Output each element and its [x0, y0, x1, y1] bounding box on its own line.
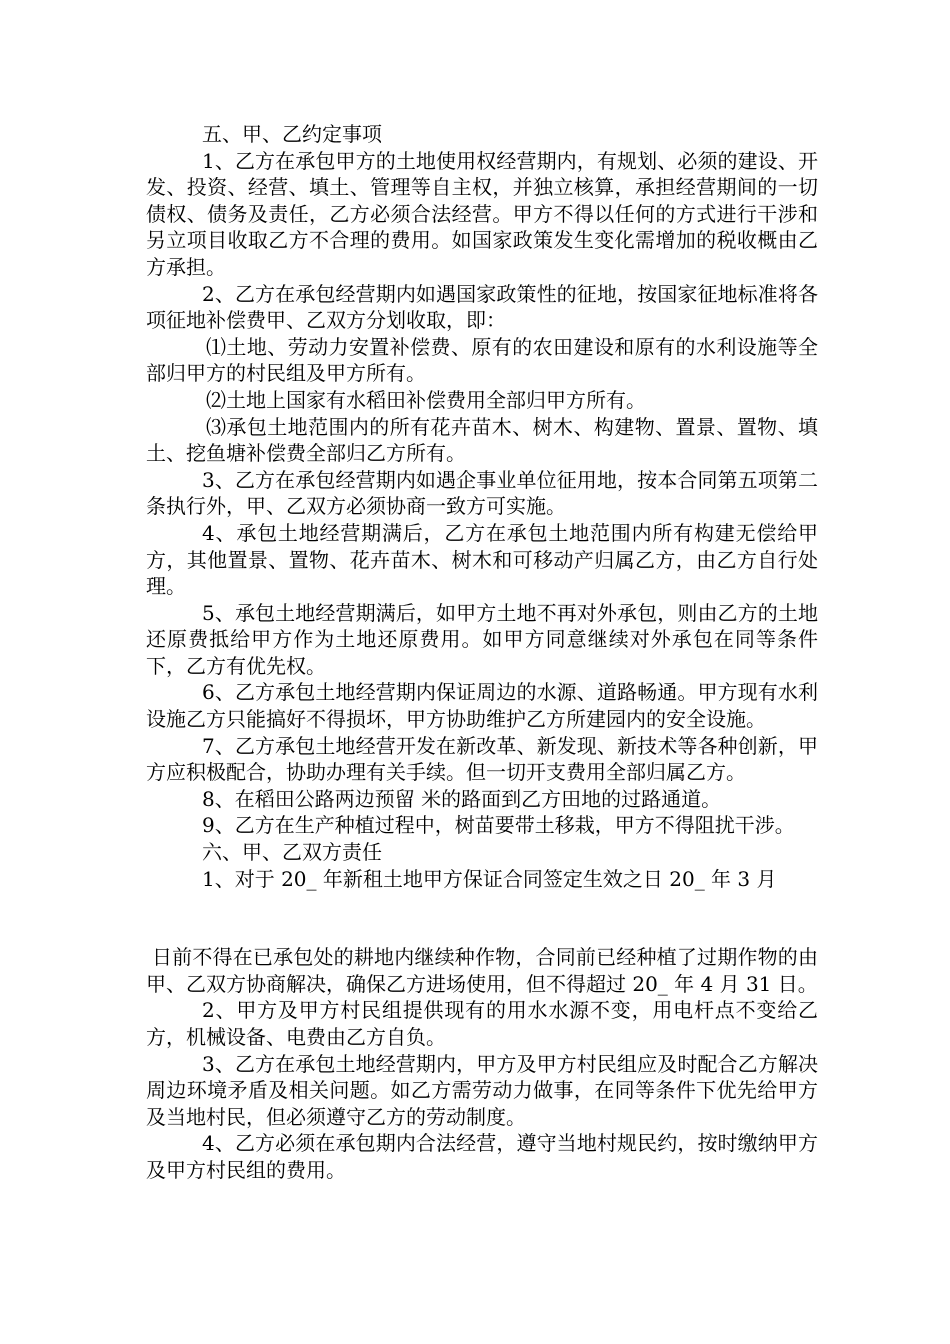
section-6-item-4: 4、乙方必须在承包期内合法经营，遵守当地村规民约，按时缴纳甲方及甲方村民组的费用。: [146, 1131, 818, 1182]
section-5-item-8: 8、在稻田公路两边预留 米的路面到乙方田地的过路通道。: [202, 786, 722, 811]
section-6-item-1-part-2: 日前不得在已承包处的耕地内继续种作物，合同前已经种植了过期作物的由甲、乙双方协商解决，确保乙方进场使用，但不得超过 20_ 年 4 月 31 日。: [146, 945, 818, 996]
contract-body: [146, 121, 818, 1184]
section-6-item-1-part-1: 1、对于 20_ 年新租土地甲方保证合同签定生效之日 20_ 年 3 月: [202, 866, 777, 891]
section-6-heading: 六、甲、乙双方责任: [202, 840, 382, 865]
section-5-item-3: 3、乙方在承包经营期内如遇企事业单位征用地，按本合同第五项第二条执行外，甲、乙双方必须协商一致方可实施。: [146, 467, 818, 519]
section-5-item-9: 9、乙方在生产种植过程中，树苗要带土移栽，甲方不得阻扰干涉。: [202, 813, 795, 838]
section-6-item-3: 3、乙方在承包土地经营期内，甲方及甲方村民组应及时配合乙方解决周边环境矛盾及相关问题。如乙方需劳动力做事，在同等条件下优先给甲方及当地村民，但必须遵守乙方的劳动制度。: [146, 1051, 818, 1129]
paragraph-gap: [146, 892, 818, 944]
section-5-heading: 五、甲、乙约定事项: [202, 122, 382, 146]
section-5-item-6: 6、乙方承包土地经营期内保证周边的水源、道路畅通。甲方现有水利设施乙方只能搞好不得损坏，甲方协助维护乙方所建园内的安全设施。: [146, 680, 818, 732]
section-5-item-2-sub-1: ⑴土地、劳动力安置补偿费、原有的农田建设和原有的水利设施等全部归甲方的村民组及甲方所有。: [146, 334, 818, 386]
section-5-item-2-sub-3: ⑶承包土地范围内的所有花卉苗木、树木、构建物、置景、置物、填土、挖鱼塘补偿费全部归乙方所有。: [146, 414, 818, 466]
section-5-item-2: 2、乙方在承包经营期内如遇国家政策性的征地，按国家征地标准将各项征地补偿费甲、乙双方分划收取，即：: [146, 281, 818, 333]
section-5-item-2-sub-2: ⑵土地上国家有水稻田补偿费用全部归甲方所有。: [206, 387, 646, 412]
section-5-item-1: 1、乙方在承包甲方的土地使用权经营期内，有规划、必须的建设、开发、投资、经营、填土、管理等自主权，并独立核算，承担经营期间的一切债权、债务及责任，乙方必须合法经营。甲方不得以任何的方式进行干涉和另立项目收取乙方不合理的费用。如国家政策发生变化需增加的税收概由乙方承担。: [146, 148, 818, 279]
section-5-item-5: 5、承包土地经营期满后，如甲方土地不再对外承包，则由乙方的土地还原费抵给甲方作为土地还原费用。如甲方同意继续对外承包在同等条件下，乙方有优先权。: [146, 600, 818, 678]
section-6-item-2: 2、甲方及甲方村民组提供现有的用水水源不变，用电杆点不变给乙方，机械设备、电费由乙方自负。: [146, 998, 818, 1049]
section-5-item-7: 7、乙方承包土地经营开发在新改革、新发现、新技术等各种创新，甲方应积极配合，协助办理有关手续。但一切开支费用全部归属乙方。: [146, 733, 818, 785]
section-5-item-4: 4、承包土地经营期满后，乙方在承包土地范围内所有构建无偿给甲方，其他置景、置物、花卉苗木、树木和可移动产归属乙方，由乙方自行处理。: [146, 520, 818, 599]
